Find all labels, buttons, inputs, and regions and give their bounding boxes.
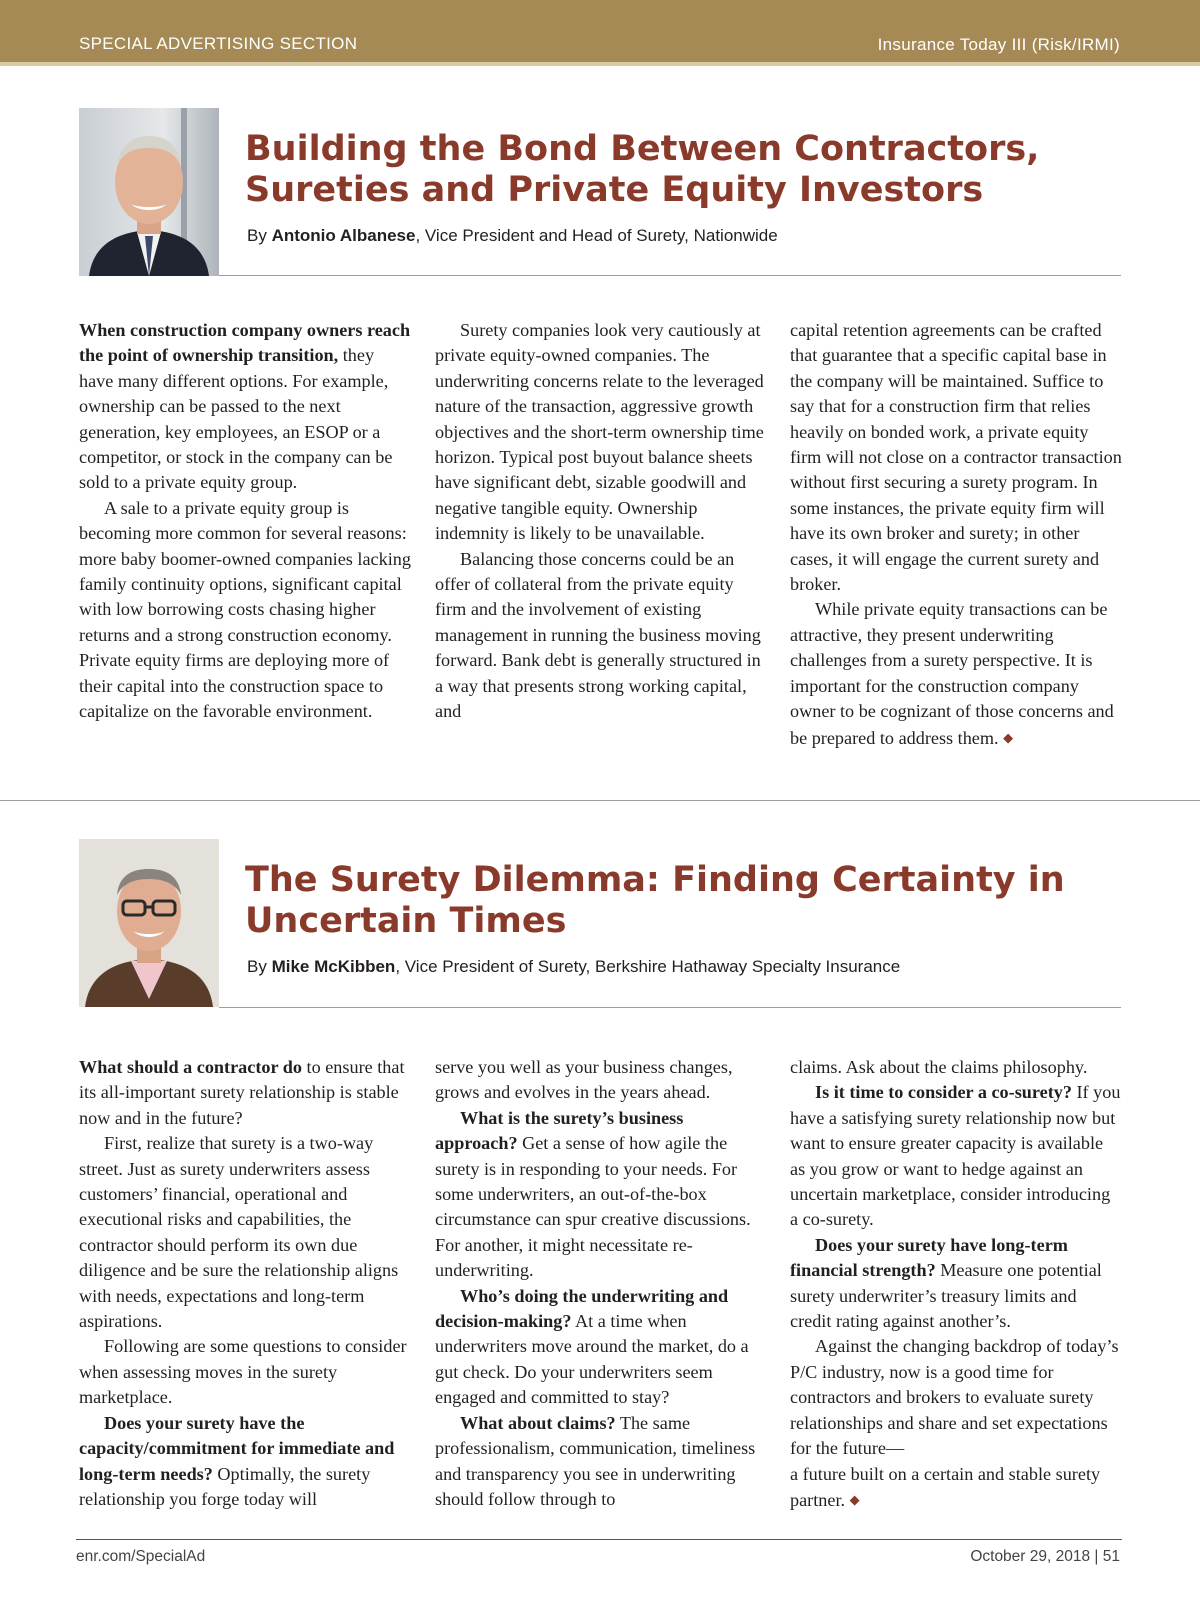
article-2-byline: By Mike McKibben, Vice President of Surety, Berkshire Hathaway Specialty Insurance xyxy=(247,957,901,976)
author-name: Antonio Albanese xyxy=(271,226,416,245)
section-label: SPECIAL ADVERTISING SECTION xyxy=(79,34,358,53)
author-photo xyxy=(79,108,219,276)
byline-divider xyxy=(219,275,1121,276)
article-1-byline: By Antonio Albanese, Vice President and Head of Surety, Nationwide xyxy=(247,226,778,245)
article-1-title: Building the Bond Between Contractors, Sureties and Private Equity Investors xyxy=(245,129,1040,210)
header-banner xyxy=(0,0,1200,66)
footer-url: enr.com/SpecialAd xyxy=(76,1548,206,1565)
article-2-column-3: claims. Ask about the claims philosophy. Is it time to consider a co-surety? If you have a satisfying surety relationship now but want to ensure greater capacity is available as you grow or want to hedge against an uncertain marketplace, consider introducing a co-surety. Does your surety have long-term financial strength? Measure one potential surety underwriter’s treasury limits and credit rating against another’s. Against the changing backdrop of today’s P/C industry, now is a good time for contractors and brokers to evaluate surety relationships and share and set expectations for the future— a future built on a certain and stable surety partner. ◆ xyxy=(790,1057,1121,1510)
author-name: Mike McKibben xyxy=(271,957,396,976)
byline-divider xyxy=(219,1007,1121,1008)
article-2-title: The Surety Dilemma: Finding Certainty in Uncertain Times xyxy=(245,860,1065,941)
article-2-column-2: serve you well as your business changes, grows and evolves in the years ahead. What is the surety’s business approach? Get a sense of how agile the surety is in responding to your needs. For some underwriters, an out-of-the-box circumstance can spur creative discussions. For another, it might necessitate re-underwriting. Who’s doing the underwriting and decision-making? At a time when underwriters move around the market, do a gut check. Do your underwriters seem engaged and committed to stay? What about claims? The same professionalism, communication, timeliness and transparency you see in underwriting should follow through to xyxy=(435,1057,756,1509)
article-1-column-2: Surety companies look very cautiously at private equity-owned companies. The underwriting concerns relate to the leveraged nature of the transaction, aggressive growth objectives and the short-term ownership time horizon. Typical post buyout balance sheets have significant debt, sizable goodwill and negative tangible equity. Ownership indemnity is likely to be unavailable. Balancing those concerns could be an offer of collateral from the private equity firm and the involvement of existing management in running the business moving forward. Bank debt is generally structured in a way that presents strong working capital, and xyxy=(435,320,764,722)
publication-label: Insurance Today III (Risk/IRMI) xyxy=(877,35,1120,54)
diamond-icon: ◆ xyxy=(1003,729,1014,745)
footer-date-page: October 29, 2018 | 51 xyxy=(970,1548,1120,1565)
footer-rule xyxy=(76,1539,1122,1540)
author-photo xyxy=(79,839,219,1007)
article-divider xyxy=(0,800,1200,801)
article-2-column-1: What should a contractor do to ensure that its all-important surety relationship is stable now and in the future? First, realize that surety is a two-way street. Just as surety underwriters assess customers’ financial, operational and executional risks and capabilities, the contractor should perform its own due diligence and be sure the relationship aligns with needs, expectations and long-term aspirations. Following are some questions to consider when assessing moves in the surety marketplace. Does your surety have the capacity/commitment for immediate and long-term needs? Optimally, the surety relationship you forge today will xyxy=(79,1057,407,1509)
diamond-icon: ◆ xyxy=(849,1491,860,1507)
article-1-column-3: capital retention agreements can be crafted that guarantee that a specific capital base in the company will be maintained. Suffice to say that for a construction firm that relies heavily on bonded work, a private equity firm will not close on a contractor transaction without first securing a surety program. In some instances, the private equity firm will have its own broker and surety; in other cases, it will engage the current surety and broker. While private equity transactions can be attractive, they present underwriting challenges from a surety perspective. It is important for the construction company owner to be cognizant of those concerns and be prepared to address them. ◆ xyxy=(790,320,1122,748)
article-1-column-1: When construction company owners reach the point of ownership transition, they have many different options. For example, ownership can be passed to the next generation, key employees, an ESOP or a competitor, or stock in the company can be sold to a private equity group. A sale to a private equity group is becoming more common for several reasons: more baby boomer-owned companies lacking family continuity options, significant capital with low borrowing costs chasing higher returns and a strong construction economy. Private equity firms are deploying more of their capital into the construction space to capitalize on the favorable environment. xyxy=(79,320,411,722)
